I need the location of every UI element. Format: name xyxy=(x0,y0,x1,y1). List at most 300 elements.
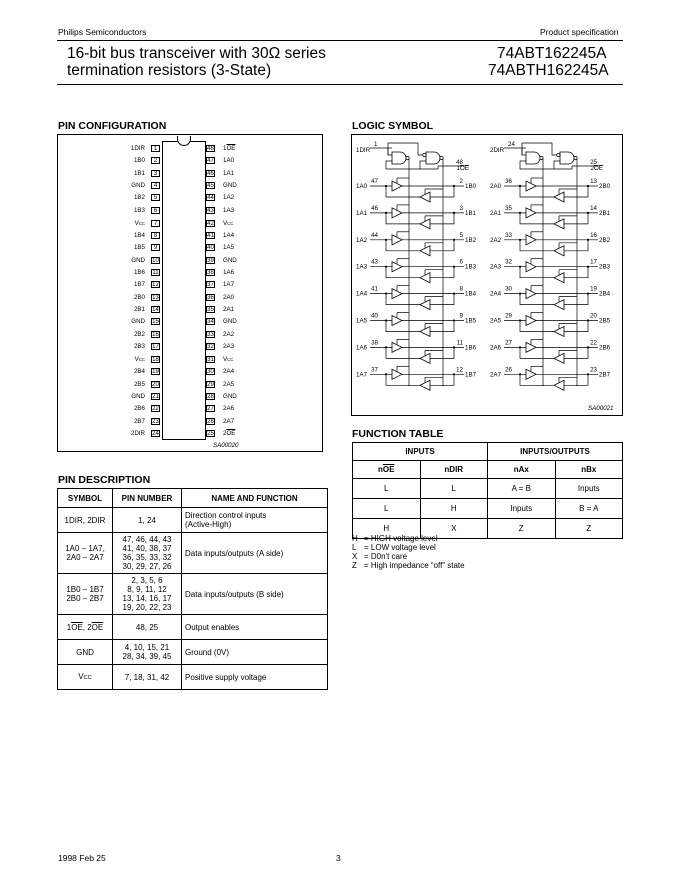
ic-package-outline xyxy=(162,141,206,440)
b-pin-number: 9 xyxy=(459,312,463,320)
a-side-label: 1A3 xyxy=(356,263,368,271)
dir-pin-number: 24 xyxy=(508,141,515,148)
pin-description-row xyxy=(58,615,328,640)
junction-b xyxy=(587,293,589,295)
pin-config-figure xyxy=(57,134,323,452)
return-wire-a xyxy=(386,294,420,305)
pin-left-label: 2B2 xyxy=(133,330,145,338)
function-table-cell: X xyxy=(420,519,488,539)
col-nbx: nBx xyxy=(555,461,623,479)
pin-right-label: 2A2 xyxy=(223,330,235,338)
junction-a xyxy=(385,185,387,187)
function-table-cell: Inputs xyxy=(488,499,556,519)
and-gate-2 xyxy=(560,152,574,164)
symbol-cell xyxy=(58,615,113,640)
pin-left-label: 1B5 xyxy=(133,244,145,252)
pin-number-cell-line: 7, 18, 31, 42 xyxy=(124,672,170,682)
pin-right-number: 47 xyxy=(207,158,214,165)
a-side-label: 1A4 xyxy=(356,290,368,298)
col-name-function: NAME AND FUNCTION xyxy=(182,489,328,508)
pin-left-number: 6 xyxy=(151,207,160,214)
return-wire-a xyxy=(520,294,554,305)
return-wire-a xyxy=(386,321,420,332)
b-pin-number: 2 xyxy=(459,178,463,185)
function-cell-line: Positive supply voltage xyxy=(185,672,267,682)
return-wire-b xyxy=(564,213,588,224)
junction-b xyxy=(453,293,455,295)
b-side-label: 2B1 xyxy=(599,209,611,217)
function-table-heading: FUNCTION TABLE xyxy=(352,428,444,440)
function-table-body xyxy=(353,479,623,539)
logic-symbol-heading: LOGIC SYMBOL xyxy=(352,120,434,132)
pin-right-number: 46 xyxy=(207,170,214,177)
header-rule xyxy=(57,40,623,41)
b-side-label: 1B1 xyxy=(465,209,477,217)
return-wire-a xyxy=(386,213,420,224)
pin-right-label: 1A6 xyxy=(223,269,235,276)
pin-left-number: 4 xyxy=(151,182,160,189)
junction-a xyxy=(519,266,521,268)
a-pin-number: 46 xyxy=(371,204,378,212)
junction-b xyxy=(453,319,455,321)
pin-left-number: 11 xyxy=(152,270,159,276)
pin-number-cell xyxy=(113,615,182,640)
pin-right-label: 2A4 xyxy=(223,368,235,376)
dir-pin-number: 1 xyxy=(374,141,378,148)
oe-label: 2OE xyxy=(590,165,603,172)
pin-left-number: 21 xyxy=(152,394,159,400)
junction-b xyxy=(587,239,589,241)
function-table-cell: A = B xyxy=(488,479,556,499)
pin-left-label: 2B3 xyxy=(133,342,145,350)
a-side-label: 2A4 xyxy=(490,290,502,298)
junction-a xyxy=(385,346,387,348)
and-gate-1-bubble xyxy=(406,156,409,159)
return-wire-b xyxy=(564,240,588,251)
pin-left-number: 14 xyxy=(152,306,159,313)
pin-right-label: 1A5 xyxy=(223,244,235,252)
pin-left-label: 2B7 xyxy=(133,417,145,425)
symbol-cell xyxy=(58,533,113,574)
pin-left-label: 1B1 xyxy=(133,169,145,177)
pin-number-cell xyxy=(113,574,182,615)
pin-left-number: 1 xyxy=(151,145,160,152)
pin-right-number: 38 xyxy=(207,270,214,276)
pin-left-number: 12 xyxy=(152,282,159,289)
pin-left-label: 1B6 xyxy=(133,269,145,276)
function-table-cell: L xyxy=(353,499,421,519)
function-table-legend xyxy=(352,534,465,570)
pin-number-cell-line: 8, 9, 11, 12 xyxy=(127,585,167,594)
b-pin-number: 14 xyxy=(590,204,597,212)
pin-left-label: 1DIR xyxy=(130,145,145,152)
pin-left-label: 1B0 xyxy=(133,157,145,165)
pin-right-number: 43 xyxy=(207,207,214,214)
a-side-label: 2A0 xyxy=(490,183,502,190)
return-wire-b xyxy=(430,213,454,224)
b-pin-number: 11 xyxy=(456,339,463,347)
part-number-1: 74ABT162245A xyxy=(497,45,607,62)
dir-label: 2DIR xyxy=(490,147,505,154)
b-side-label: 2B7 xyxy=(599,371,611,379)
junction-a xyxy=(519,346,521,348)
return-wire-a xyxy=(520,347,554,358)
b-side-label: 2B5 xyxy=(599,317,611,325)
pin-right-number: 28 xyxy=(207,394,214,400)
b-side-label: 2B3 xyxy=(599,263,611,271)
pin-number-cell xyxy=(113,533,182,574)
logic-symbol-diagram xyxy=(352,135,622,415)
pin-left-label: VCC xyxy=(134,219,145,227)
junction-a xyxy=(519,293,521,295)
pin-left-label: VCC xyxy=(134,356,145,364)
pin-right-number: 27 xyxy=(207,406,214,413)
return-wire-a xyxy=(386,186,420,197)
pin-number-cell-line: 28, 34, 39, 45 xyxy=(122,652,172,661)
b-pin-number: 5 xyxy=(459,231,463,239)
a-side-label: 1A6 xyxy=(356,344,368,352)
function-cell xyxy=(182,665,328,690)
pin-right-number: 34 xyxy=(207,319,214,326)
return-wire-b xyxy=(564,347,588,358)
pin-right-label: 1A1 xyxy=(223,169,235,177)
pin-description-body xyxy=(58,508,328,690)
pin-left-number: 10 xyxy=(152,257,159,264)
function-table-cell: H xyxy=(353,519,421,539)
legend-entry xyxy=(352,561,465,570)
b-side-label: 1B5 xyxy=(465,317,477,325)
pin-number-cell-line: 2, 3, 5, 6 xyxy=(131,576,163,585)
symbol-cell-line: 1B0 – 1B7 xyxy=(66,585,104,594)
pin-left-label: 2B1 xyxy=(133,305,145,313)
col-symbol: SYMBOL xyxy=(58,489,113,508)
symbol-cell-line: GND xyxy=(76,647,94,657)
symbol-cell xyxy=(58,665,113,690)
symbol-cell xyxy=(58,574,113,615)
legend-entry xyxy=(352,552,465,561)
and-gate-2-bubble xyxy=(440,156,443,159)
a-side-label: 2A6 xyxy=(490,344,502,352)
junction-b xyxy=(587,266,589,268)
dir-to-gate1 xyxy=(388,148,392,155)
junction-a xyxy=(385,293,387,295)
a-pin-number: 26 xyxy=(505,366,512,374)
function-cell xyxy=(182,640,328,665)
return-wire-b xyxy=(430,240,454,251)
pin-right-number: 29 xyxy=(207,381,214,388)
return-wire-a xyxy=(520,213,554,224)
b-side-label: 2B0 xyxy=(599,183,611,190)
and-gate-2-bubble xyxy=(574,156,577,159)
b-pin-number: 19 xyxy=(590,285,597,293)
a-pin-number: 43 xyxy=(371,258,378,266)
col-noe xyxy=(353,461,421,479)
pin-description-row xyxy=(58,574,328,615)
return-wire-a xyxy=(386,347,420,358)
a-pin-number: 35 xyxy=(505,204,512,212)
oe-pin-number: 48 xyxy=(456,159,463,166)
and-gate-1-bubble xyxy=(540,156,543,159)
io-group-header: INPUTS/OUTPUTS xyxy=(488,443,623,461)
a-pin-number: 44 xyxy=(371,231,378,239)
function-cell xyxy=(182,574,328,615)
pin-right-number: 31 xyxy=(207,357,214,364)
junction-b xyxy=(587,319,589,321)
pin-right-number: 35 xyxy=(207,306,214,313)
pin-right-label: 2A6 xyxy=(223,405,235,413)
function-table xyxy=(352,442,623,539)
junction-b xyxy=(587,212,589,214)
pin-right-number: 48 xyxy=(207,146,214,152)
a-pin-number: 33 xyxy=(505,231,512,239)
b-side-label: 1B2 xyxy=(465,236,477,244)
b-pin-number: 17 xyxy=(590,258,597,266)
pin-right-label: $2\overline{OE}$ xyxy=(223,429,236,437)
pin-left-number: 22 xyxy=(152,406,159,413)
symbol-cell xyxy=(58,640,113,665)
pin-left-number: 23 xyxy=(152,418,159,425)
pin-right-label: 1A0 xyxy=(223,157,235,165)
pin-left-number: 3 xyxy=(151,170,160,177)
pin-number-cell xyxy=(113,640,182,665)
pin-description-heading: PIN DESCRIPTION xyxy=(58,474,151,486)
a-side-label: 1A0 xyxy=(356,183,368,190)
pin-left-label: GND xyxy=(131,256,145,264)
pin-right-label: GND xyxy=(223,181,237,189)
pin-right-number: 25 xyxy=(207,430,214,437)
a-pin-number: 27 xyxy=(505,339,512,347)
function-table-cell: Z xyxy=(555,519,623,539)
symbol-cell-line: 1DIR, 2DIR xyxy=(64,515,106,525)
pin-left-number: 20 xyxy=(152,381,159,388)
pin-left-number: 16 xyxy=(152,331,159,338)
junction-a xyxy=(385,212,387,214)
pin-right-number: 45 xyxy=(207,182,214,189)
legend-key: H xyxy=(352,534,358,543)
pin-left-number: 7 xyxy=(151,220,160,227)
a-side-label: 1A2 xyxy=(356,236,368,244)
return-wire-b xyxy=(564,186,588,197)
a-pin-number: 30 xyxy=(505,285,512,293)
function-cell-line: Output enables xyxy=(185,622,240,632)
b-pin-number: 16 xyxy=(590,231,597,239)
function-table-row xyxy=(353,479,623,499)
return-wire-b xyxy=(430,294,454,305)
pin-right-label: VCC xyxy=(223,356,234,364)
junction-b xyxy=(453,346,455,348)
function-cell-line: Data inputs/outputs (A side) xyxy=(185,548,284,558)
function-table-cell: Z xyxy=(488,519,556,539)
function-cell-line: (Active-High) xyxy=(185,520,232,529)
company-name: Philips Semiconductors xyxy=(58,27,147,37)
b-side-label: 1B3 xyxy=(465,263,477,271)
pin-number-cell-line: 19, 20, 22, 23 xyxy=(122,603,172,612)
oe-pin-number: 25 xyxy=(590,159,597,166)
a-side-label: 1A1 xyxy=(356,209,368,217)
return-wire-b xyxy=(564,294,588,305)
function-cell-line: Data inputs/outputs (B side) xyxy=(185,589,284,599)
pin-config-code: SA00020 xyxy=(213,442,239,449)
junction-a xyxy=(519,239,521,241)
pin-right-number: 30 xyxy=(207,369,214,376)
pin-number-cell-line: 30, 29, 27, 26 xyxy=(122,562,172,571)
pin-right-label: 2A1 xyxy=(223,305,235,313)
pin-number-cell-line: 48, 25 xyxy=(135,622,159,632)
return-wire-a xyxy=(386,240,420,251)
symbol-cell-line: VCC xyxy=(78,671,92,681)
pin-number-cell xyxy=(113,508,182,533)
symbol-cell-line: 1A0 – 1A7, xyxy=(65,544,105,553)
pin-right-number: 44 xyxy=(207,195,214,202)
pin-left-label: 1B7 xyxy=(133,281,145,289)
junction-b xyxy=(587,185,589,187)
a-side-label: 2A1 xyxy=(490,209,502,217)
pin-right-number: 33 xyxy=(207,331,214,338)
return-wire-b xyxy=(430,374,454,385)
return-wire-b xyxy=(564,374,588,385)
b-pin-number: 13 xyxy=(590,178,597,185)
return-wire-a xyxy=(386,374,420,385)
junction-b xyxy=(453,212,455,214)
pin-right-label: $1\overline{OE}$ xyxy=(223,145,236,152)
pin-right-label: 1A4 xyxy=(223,232,235,240)
b-pin-number: 12 xyxy=(456,366,463,374)
b-pin-number: 20 xyxy=(590,312,597,320)
a-side-label: 1A7 xyxy=(356,371,368,379)
part-number-2: 74ABTH162245A xyxy=(488,62,609,79)
pin-right-label: 2A0 xyxy=(223,293,235,301)
b-pin-number: 3 xyxy=(459,204,463,212)
return-wire-a xyxy=(520,186,554,197)
return-wire-b xyxy=(430,321,454,332)
pin-left-number: 5 xyxy=(151,194,160,201)
pin-left-number: 17 xyxy=(152,343,159,350)
dir-to-gate1 xyxy=(522,148,526,155)
pin-right-number: 32 xyxy=(207,343,214,350)
junction-a xyxy=(519,373,521,375)
a-pin-number: 32 xyxy=(505,258,512,266)
a-pin-number: 37 xyxy=(371,366,378,374)
a-pin-number: 36 xyxy=(505,178,512,185)
return-wire-b xyxy=(430,347,454,358)
junction-b xyxy=(587,373,589,375)
pin-left-label: 2B5 xyxy=(133,380,145,388)
pin-left-label: 2DIR xyxy=(130,429,145,437)
pin-left-number: 19 xyxy=(152,369,159,376)
pin-right-number: 39 xyxy=(207,257,214,264)
and-gate-2 xyxy=(426,152,440,164)
pin-left-label: GND xyxy=(131,181,145,189)
col-noe-prefix: n xyxy=(378,465,383,474)
pin-right-number: 42 xyxy=(207,220,214,227)
junction-b xyxy=(587,346,589,348)
pin-right-label: 1A7 xyxy=(223,281,235,289)
legend-entry xyxy=(352,543,465,552)
pin-right-label: 2A7 xyxy=(223,417,235,425)
pin-left-label: 2B6 xyxy=(133,405,145,413)
function-cell xyxy=(182,508,328,533)
a-pin-number: 38 xyxy=(371,339,378,347)
pin-left-number: 15 xyxy=(152,319,159,326)
a-side-label: 2A3 xyxy=(490,263,502,271)
b-side-label: 1B7 xyxy=(465,371,477,379)
pin-number-cell-line: 47, 46, 44, 43 xyxy=(122,535,172,544)
pin-description-table xyxy=(57,488,328,690)
title-rule xyxy=(57,84,623,85)
return-wire-b xyxy=(430,186,454,197)
pin-number-cell-line: 1, 24 xyxy=(138,515,156,525)
return-wire-b xyxy=(564,321,588,332)
and-gate-1 xyxy=(392,152,406,164)
symbol-cell-line: 2A0 – 2A7 xyxy=(66,553,104,562)
function-table-cell: L xyxy=(353,479,421,499)
pin-number-cell-line: 13, 14, 16, 17 xyxy=(122,594,172,603)
function-table-cell: L xyxy=(420,479,488,499)
pin-number-cell-line: 4, 10, 15, 21 xyxy=(124,643,170,652)
pin-right-label: GND xyxy=(223,393,237,400)
return-wire-a xyxy=(386,267,420,278)
legend-value: = High impedance “off” state xyxy=(364,561,465,570)
junction-b xyxy=(453,239,455,241)
page-number: 3 xyxy=(336,853,341,863)
junction-a xyxy=(519,185,521,187)
inputs-group-header: INPUTS xyxy=(353,443,488,461)
b-side-label: 2B6 xyxy=(599,344,611,352)
b-side-label: 2B4 xyxy=(599,290,611,298)
symbol-cell-line: $1\overline{OE}$, $2\overline{OE}$ xyxy=(66,622,104,632)
legend-entry xyxy=(352,534,465,543)
function-cell-line: Ground (0V) xyxy=(185,647,230,657)
junction-a xyxy=(385,319,387,321)
junction-b xyxy=(453,185,455,187)
pin-left-label: 1B2 xyxy=(133,194,145,202)
legend-value: = HIGH voltage level xyxy=(364,534,438,543)
pin-left-label: GND xyxy=(131,318,145,326)
a-side-label: 2A2 xyxy=(490,236,502,244)
legend-value: = D0n't care xyxy=(364,552,408,561)
a-pin-number: 40 xyxy=(371,312,378,320)
pin-right-label: 1A3 xyxy=(223,206,235,214)
a-side-label: 2A7 xyxy=(490,371,502,379)
pin-left-label: 2B4 xyxy=(133,368,145,376)
pin-right-number: 40 xyxy=(207,245,214,252)
junction-a xyxy=(385,266,387,268)
and-gate-2-input-bubble xyxy=(423,153,426,156)
function-table-cell: Inputs xyxy=(555,479,623,499)
function-table-cell: B = A xyxy=(555,499,623,519)
pin-description-row xyxy=(58,533,328,574)
oe-label: 1OE xyxy=(456,165,469,172)
a-side-label: 2A5 xyxy=(490,317,502,325)
pin-right-number: 37 xyxy=(207,282,214,289)
pin-right-number: 26 xyxy=(207,418,214,425)
legend-key: L xyxy=(352,543,357,552)
legend-value: = LOW voltage level xyxy=(364,543,436,552)
pin-left-number: 13 xyxy=(152,294,159,301)
col-nax: nAx xyxy=(488,461,556,479)
pin-left-number: 8 xyxy=(151,232,160,239)
pin-right-number: 36 xyxy=(207,294,214,301)
return-wire-a xyxy=(520,374,554,385)
b-pin-number: 8 xyxy=(459,285,463,293)
junction-a xyxy=(385,239,387,241)
and-gate-1 xyxy=(526,152,540,164)
pin-left-number: 18 xyxy=(152,357,159,364)
pin-left-label: 2B0 xyxy=(133,293,145,301)
document-type: Product specification xyxy=(540,27,619,37)
pin-right-label: GND xyxy=(223,256,237,264)
pin-left-number: 24 xyxy=(152,430,159,437)
